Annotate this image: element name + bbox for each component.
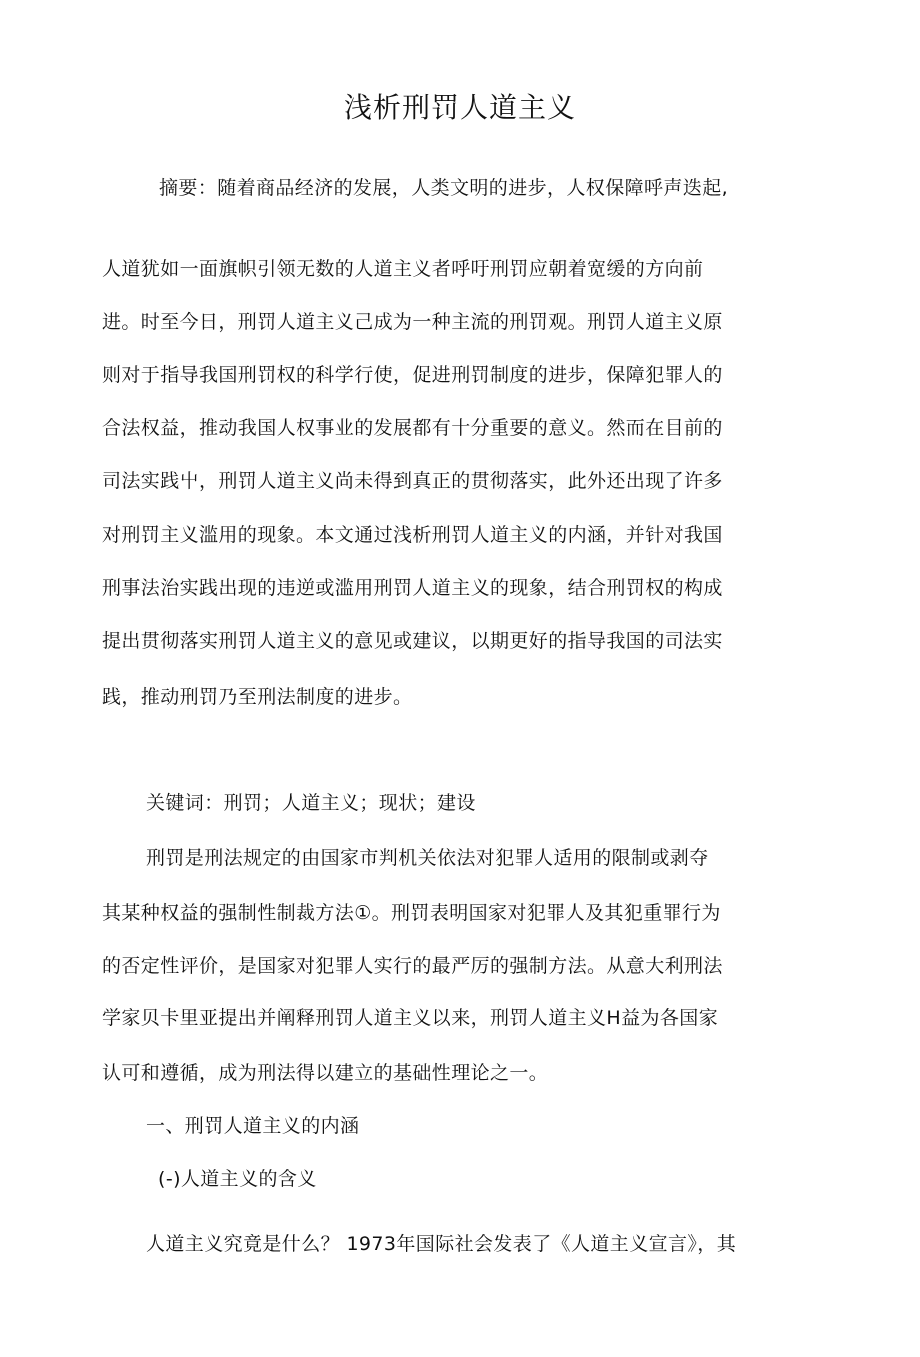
section-heading: 一、刑罚人道主义的内涵 bbox=[146, 1115, 360, 1137]
abstract-line: 司法实践屮，刑罚人道主义尚未得到真正的贯彻落实，此外还出现了许多 bbox=[102, 470, 723, 492]
abstract-line: 则对于指导我国刑罚权的科学行使，促进刑罚制度的进步，保障犯罪人的 bbox=[102, 364, 723, 386]
abstract-line: 合法权益，推动我国人权事业的发展都有十分重要的意义。然而在目前的 bbox=[102, 417, 723, 439]
intro-line: 认可和遵循，成为刑法得以建立的基础性理论之一。 bbox=[102, 1062, 549, 1084]
intro-line: 学家贝卡里亚提出并阐释刑罚人道主义以来，刑罚人道主义H益为各国家 bbox=[102, 1007, 719, 1029]
abstract-line: 进。时至今日，刑罚人道主义己成为一种主流的刑罚观。刑罚人道主义原 bbox=[102, 311, 723, 333]
body-line: 人道主义究竟是什么？ 1973年国际社会发表了《人道主义宣言》，其 bbox=[146, 1233, 737, 1255]
abstract-line: 提出贯彻落实刑罚人道主义的意见或建议，以期更好的指导我国的司法实 bbox=[102, 630, 723, 652]
subsection-heading: (-)人道主义的含义 bbox=[158, 1168, 317, 1190]
intro-line: 其某种权益的强制性制裁方法①。刑罚表明国家对犯罪人及其犯重罪行为 bbox=[102, 902, 721, 924]
abstract-line: 践，推动刑罚乃至刑法制度的进步。 bbox=[102, 686, 413, 708]
keywords: 关键词：刑罚；人道主义；现状；建设 bbox=[146, 792, 476, 814]
abstract-line: 人道犹如一面旗帜引领无数的人道主义者呼吁刑罚应朝着宽缓的方向前 bbox=[102, 258, 704, 280]
document-title: 浅析刑罚人道主义 bbox=[343, 91, 576, 124]
abstract-line: 摘要：随着商品经济的发展，人类文明的进步，人权保障呼声迭起, bbox=[159, 177, 729, 199]
intro-line: 刑罚是刑法规定的由国家市判机关依法对犯罪人适用的限制或剥夺 bbox=[146, 847, 709, 869]
intro-line: 的否定性评价，是国家对犯罪人实行的最严厉的强制方法。从意大利刑法 bbox=[102, 955, 723, 977]
abstract-line: 对刑罚主义滥用的现象。本文通过浅析刑罚人道主义的内涵，并针对我国 bbox=[102, 524, 723, 546]
abstract-line: 刑事法治实践出现的违逆或滥用刑罚人道主义的现象，结合刑罚权的构成 bbox=[102, 577, 723, 599]
